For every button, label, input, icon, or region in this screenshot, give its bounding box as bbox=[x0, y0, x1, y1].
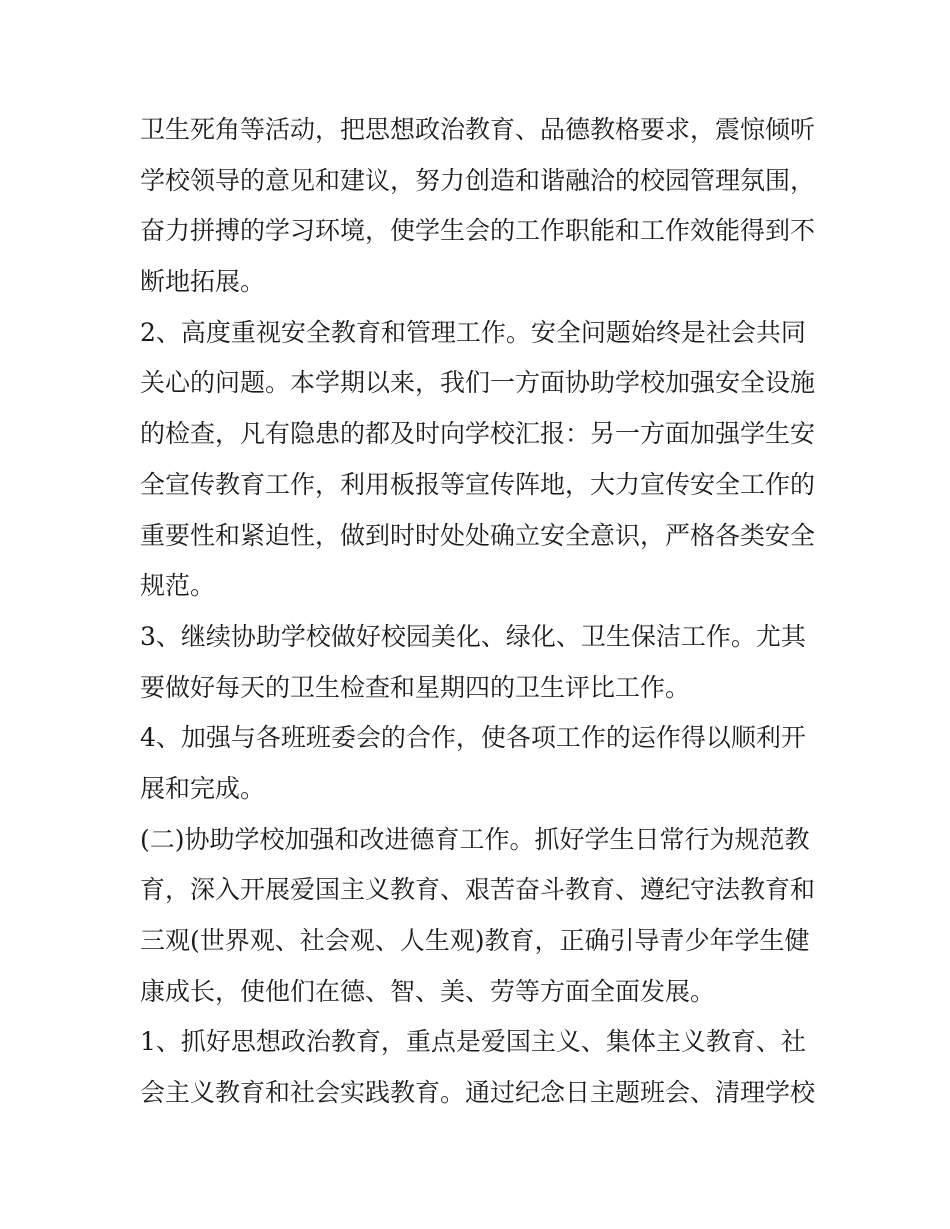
text-line: 育，深入开展爱国主义教育、艰苦奋斗教育、遵纪守法教育和 bbox=[140, 875, 816, 905]
text-line: 1、抓好思想政治教育，重点是爱国主义、集体主义教育、社 bbox=[140, 1027, 806, 1057]
text-line: 的检查，凡有隐患的都及时向学校汇报：另一方面加强学生安 bbox=[140, 419, 816, 449]
body-text bbox=[140, 105, 820, 1119]
text-line: 4、加强与各班班委会的合作，使各项工作的运作得以顺利开 bbox=[140, 723, 806, 753]
text-line: 重要性和紧迫性，做到时时处处确立安全意识，严格各类安全 bbox=[140, 520, 816, 550]
text-line: 三观(世界观、社会观、人生观)教育，正确引导青少年学生健 bbox=[140, 926, 810, 955]
text-line: 关心的问题。本学期以来，我们一方面协助学校加强安全设施 bbox=[140, 368, 816, 398]
text-line: 奋力拼搏的学习环境，使学生会的工作职能和工作效能得到不 bbox=[140, 216, 816, 246]
text-line: 卫生死角等活动，把思想政治教育、品德教格要求，震惊倾听 bbox=[140, 115, 816, 144]
text-line: 展和完成。 bbox=[140, 773, 266, 803]
text-line: 会主义教育和社会实践教育。通过纪念日主题班会、清理学校 bbox=[140, 1078, 816, 1108]
text-line: 3、继续协助学校做好校园美化、绿化、卫生保洁工作。尤其 bbox=[140, 621, 806, 651]
text-line: 要做好每天的卫生检查和星期四的卫生评比工作。 bbox=[140, 672, 691, 702]
text-line: 规范。 bbox=[140, 571, 216, 601]
text-line: 断地拓展。 bbox=[140, 267, 266, 297]
text-line: 全宣传教育工作，利用板报等宣传阵地，大力宣传安全工作的 bbox=[140, 469, 816, 499]
text-line: 2、高度重视安全教育和管理工作。安全问题始终是社会共同 bbox=[140, 317, 806, 347]
text-line: (二)协助学校加强和改进德育工作。抓好学生日常行为规范教 bbox=[140, 824, 810, 854]
text-line: 康成长，使他们在德、智、美、劳等方面全面发展。 bbox=[140, 976, 716, 1006]
text-line: 学校领导的意见和建议，努力创造和谐融洽的校园管理氛围， bbox=[140, 165, 816, 195]
